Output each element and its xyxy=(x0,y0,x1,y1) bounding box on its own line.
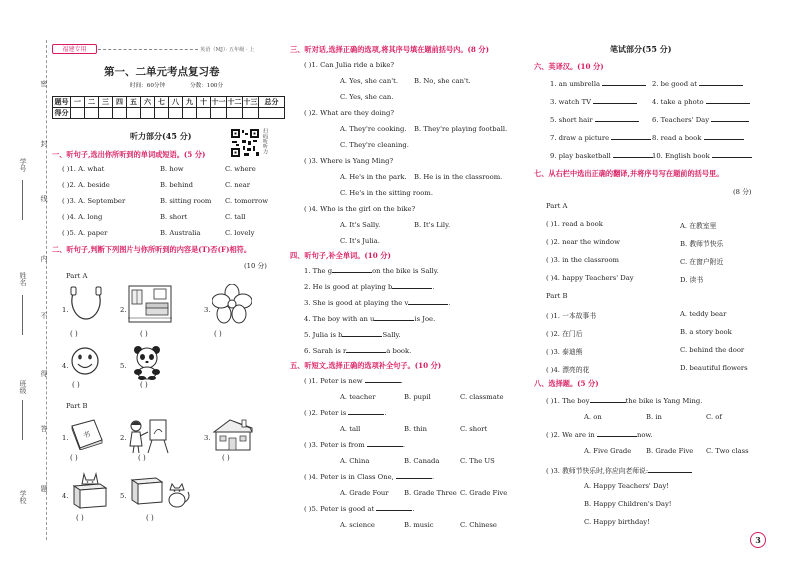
s4-blank[interactable] xyxy=(332,272,372,273)
s5-q1-b: B. pupil xyxy=(404,393,431,401)
book-icon xyxy=(68,418,106,450)
binding-label-id: 学号 xyxy=(19,158,27,172)
s7-a-o3: C. 在窗户附近 xyxy=(680,258,724,266)
s2-answer[interactable]: ( ) xyxy=(138,454,146,462)
s6-blank[interactable] xyxy=(595,121,639,122)
s4-item-3-post: . xyxy=(448,299,451,307)
s8-q1-text: ( )1. The boy xyxy=(546,397,590,405)
s6-item-text: 2. be good at xyxy=(652,80,698,88)
s4-item-5-pre: 5. Julia is b xyxy=(304,331,343,339)
s8-q1-post: the bike is Yang Ming. xyxy=(625,397,703,405)
time-label: 时间：60分钟 xyxy=(130,83,166,89)
s6-item xyxy=(550,80,646,88)
s3-q2-c: C. They're cleaning. xyxy=(340,141,409,149)
s1-q5-b: B. Australia xyxy=(160,229,201,237)
s6-item-text: 8. read a book xyxy=(652,134,702,142)
s8-q2-post: now. xyxy=(636,431,653,439)
s1-q2[interactable]: ( )2. A. beside xyxy=(62,181,110,189)
s5-q5-b: B. music xyxy=(404,521,434,529)
score-cell: 五 xyxy=(127,97,141,108)
s4-item-4 xyxy=(304,315,435,323)
s3-q1-a: A. Yes, she can't. xyxy=(340,77,399,85)
section-7-score: (8 分) xyxy=(733,188,752,196)
seal-char: 答 xyxy=(40,425,48,432)
s8-q2-text: ( )2. We are in xyxy=(546,431,595,439)
seal-char: 题 xyxy=(40,485,48,492)
seal-char: 得 xyxy=(40,370,48,377)
s4-item-1-post: on the bike is Sally. xyxy=(372,267,439,275)
s7-a-o4: D. 读书 xyxy=(680,276,704,284)
cat-in-box-icon xyxy=(70,470,110,510)
s2-answer[interactable]: ( ) xyxy=(140,381,148,389)
seal-char: 线 xyxy=(40,195,48,202)
s2-num: 4. xyxy=(62,362,69,370)
score-table-row-header xyxy=(53,97,285,108)
s6-item-text: 3. watch TV xyxy=(550,98,592,106)
s6-item-text: 5. short hair xyxy=(550,116,593,124)
s5-q5-text: ( )5. Peter is good at xyxy=(304,505,375,513)
s6-item-text: 4. take a photo xyxy=(652,98,704,106)
s2-answer[interactable]: ( ) xyxy=(140,330,148,338)
s2-num: 5. xyxy=(120,362,127,370)
s3-q1-b: B. No, she can't. xyxy=(414,77,471,85)
s3-q2-b: B. They're playing football. xyxy=(414,125,508,133)
s5-q1[interactable]: ( )1. Peter is new . xyxy=(304,377,403,385)
s5-blank[interactable] xyxy=(365,382,401,383)
score-input-cell[interactable] xyxy=(155,108,169,119)
s4-item-6-post: a book. xyxy=(386,347,412,355)
s6-item xyxy=(550,98,637,106)
s4-item-2-pre: 2. He is good at playing b xyxy=(304,283,393,291)
s4-item-5 xyxy=(304,331,401,339)
s5-q5-c: C. Chinese xyxy=(460,521,497,529)
seal-char: 不 xyxy=(40,312,48,319)
s5-q2-b: B. thin xyxy=(404,425,427,433)
score-cell: 二 xyxy=(85,97,99,108)
s3-q3-c: C. He's in the sitting room. xyxy=(340,189,433,197)
score-input-cell[interactable] xyxy=(71,108,85,119)
score-cell: 一 xyxy=(71,97,85,108)
s3-q1[interactable]: ( )1. Can Julia ride a bike? xyxy=(304,61,395,69)
s5-q2-c: C. short xyxy=(460,425,488,433)
score-cell: 七 xyxy=(155,97,169,108)
score-input-cell[interactable] xyxy=(85,108,99,119)
listening-heading: 听力部分(45 分) xyxy=(130,131,192,141)
s5-q3-a: A. China xyxy=(340,457,370,465)
s8-q3[interactable] xyxy=(546,465,692,475)
s5-blank[interactable] xyxy=(348,414,384,415)
s8-q1-a: A. on xyxy=(584,413,602,421)
section-5-title: 五、听短文,选择正确的选项补全句子。(10 分) xyxy=(290,361,442,370)
s7-b-q3[interactable]: ( )3. 泰迪熊 xyxy=(546,348,583,356)
s8-q3-a: A. Happy Teachers' Day! xyxy=(584,482,670,490)
qr-label: 扫码听听力 xyxy=(262,128,268,154)
s5-blank[interactable] xyxy=(367,446,403,447)
s8-q1-c: C. of xyxy=(706,413,722,421)
s2-answer[interactable]: ( ) xyxy=(222,454,230,462)
header-rule xyxy=(98,49,198,50)
s6-blank[interactable] xyxy=(706,103,750,104)
s3-q2-a: A. They're cooking. xyxy=(340,125,407,133)
s5-q2-a: A. tall xyxy=(340,425,361,433)
s4-item-6 xyxy=(304,347,411,355)
s4-item-2-post: . xyxy=(432,283,435,291)
score-input-cell[interactable] xyxy=(183,108,197,119)
section-2-score: (10 分) xyxy=(244,262,267,270)
s5-blank[interactable] xyxy=(396,478,432,479)
score-cell: 八 xyxy=(169,97,183,108)
s8-q2-c: C. Two class xyxy=(706,447,749,455)
s1-q3[interactable]: ( )3. A. September xyxy=(62,197,126,205)
s2-part-b: Part B xyxy=(66,402,88,410)
s5-q1-a: A. teacher xyxy=(340,393,376,401)
s2-num: 2. xyxy=(120,434,127,442)
section-7-title: 七、从右栏中选出正确的翻译,并将序号写在题前的括号里。 xyxy=(534,169,724,178)
s6-blank[interactable] xyxy=(704,139,744,140)
score-input-cell[interactable] xyxy=(113,108,127,119)
s6-item-text: 7. draw a picture xyxy=(550,134,610,142)
cat-beside-box-icon xyxy=(128,472,192,510)
s2-num: 2. xyxy=(120,306,127,314)
s6-blank[interactable] xyxy=(613,157,653,158)
page-title: 第一、二单元考点复习卷 xyxy=(104,66,220,78)
s2-answer[interactable]: ( ) xyxy=(146,514,154,522)
s6-blank[interactable] xyxy=(712,157,752,158)
s4-item-4-pre: 4. The boy with an u xyxy=(304,315,375,323)
s4-item-4-post: is Joe. xyxy=(414,315,436,323)
binding-label-name: 姓名 xyxy=(19,272,27,286)
s6-item xyxy=(652,134,744,142)
s2-answer[interactable]: ( ) xyxy=(76,514,84,522)
s4-blank[interactable] xyxy=(346,352,386,353)
s7-a-q2[interactable]: ( )2. near the window xyxy=(546,238,620,246)
s7-a-q4[interactable]: ( )4. happy Teachers' Day xyxy=(546,274,634,282)
score-table xyxy=(52,96,285,119)
s5-blank[interactable] xyxy=(376,510,412,511)
s4-item-2 xyxy=(304,283,435,291)
s3-q1-c: C. Yes, she can. xyxy=(340,93,394,101)
score-input-cell[interactable] xyxy=(259,108,285,119)
s4-blank[interactable] xyxy=(342,336,382,337)
s3-q4-b: B. It's Lily. xyxy=(414,221,451,229)
s5-q2[interactable]: ( )2. Peter is . xyxy=(304,409,387,417)
s6-item-text: 10. English book xyxy=(652,152,710,160)
s1-q1-b: B. how xyxy=(160,165,184,173)
s7-part-a: Part A xyxy=(546,202,568,210)
s2-num: 1. xyxy=(62,306,69,314)
s3-q2[interactable]: ( )2. What are they doing? xyxy=(304,109,395,117)
s2-num: 1. xyxy=(62,434,69,442)
s2-answer[interactable]: ( ) xyxy=(72,381,80,389)
s8-blank[interactable] xyxy=(648,472,692,473)
s3-q4[interactable]: ( )4. Who is the girl on the bike? xyxy=(304,205,416,213)
s6-blank[interactable] xyxy=(711,121,749,122)
score-cell: 得分 xyxy=(54,108,69,117)
s5-q5-a: A. science xyxy=(340,521,375,529)
s5-q3-b: B. Canada xyxy=(404,457,440,465)
score-cell: 九 xyxy=(183,97,197,108)
score-input-cell[interactable] xyxy=(99,108,113,119)
s2-num: 3. xyxy=(204,306,211,314)
s8-q3-text: ( )3. 教师节快乐时,你应向老师说: xyxy=(546,467,649,475)
s3-q4-c: C. It's Julia. xyxy=(340,237,380,245)
panda-icon xyxy=(130,344,164,380)
s6-item xyxy=(652,152,752,160)
flower-icon xyxy=(212,284,252,324)
section-4-title: 四、听句子,补全单词。(10 分) xyxy=(290,251,391,260)
s5-q1-c: C. classmate xyxy=(460,393,504,401)
s6-blank[interactable] xyxy=(699,85,743,86)
s5-q2-text: ( )2. Peter is xyxy=(304,409,347,417)
s8-q1-b: B. in xyxy=(646,413,662,421)
qr-code-icon[interactable] xyxy=(230,128,260,158)
score-input-cell[interactable] xyxy=(211,108,227,119)
s7-a-o2: B. 教师节快乐 xyxy=(680,240,724,248)
smiley-face-icon xyxy=(70,346,100,376)
page-number: 3 xyxy=(750,532,766,548)
s6-item-text: 1. an umbrella xyxy=(550,80,601,88)
s3-q4-a: A. It's Sally. xyxy=(340,221,381,229)
s1-q3-c: C. tomorrow xyxy=(225,197,269,205)
s6-item xyxy=(550,134,651,142)
seal-char: 封 xyxy=(40,140,48,147)
s1-q1-c: C. where xyxy=(225,165,256,173)
s6-item-text: 9. play basketball xyxy=(550,152,611,160)
score-cell: 十二 xyxy=(227,97,242,106)
s6-item xyxy=(550,152,653,160)
s7-b-q2[interactable]: ( )2. 在门后 xyxy=(546,330,583,338)
s6-blank[interactable] xyxy=(602,85,646,86)
s1-q5[interactable]: ( )5. A. paper xyxy=(62,229,108,237)
s2-answer[interactable]: ( ) xyxy=(70,454,78,462)
s1-q4-c: C. tall xyxy=(225,213,246,221)
s8-q2[interactable] xyxy=(546,431,653,439)
s5-q3-c: C. The US xyxy=(460,457,495,465)
s4-item-1 xyxy=(304,267,439,275)
binding-label-school: 学校 xyxy=(19,490,27,504)
s5-q4-text: ( )4. Peter is in Class One, xyxy=(304,473,394,481)
score-input-cell[interactable] xyxy=(169,108,183,119)
s8-q3-c: C. Happy birthday! xyxy=(584,518,650,526)
s2-answer[interactable]: ( ) xyxy=(70,330,78,338)
score-input-cell[interactable] xyxy=(227,108,243,119)
s1-q4-b: B. short xyxy=(160,213,188,221)
section-2-title: 二、听句子,判断下列图片与你所听到的内容是(T)否(F)相符。 xyxy=(52,245,252,254)
s4-item-5-post: Sally. xyxy=(382,331,401,339)
s6-item xyxy=(652,98,750,106)
score-input-cell[interactable] xyxy=(141,108,155,119)
skipping-rope-icon xyxy=(68,285,104,323)
s2-part-a: Part A xyxy=(66,272,88,280)
s2-num: 4. xyxy=(62,492,69,500)
s7-b-o3: C. behind the door xyxy=(680,346,745,354)
section-3-title: 三、听对话,选择正确的选项,将其序号填在题前括号内。(8 分) xyxy=(290,45,489,54)
s4-blank[interactable] xyxy=(392,288,432,289)
s7-b-o2: B. a story book xyxy=(680,328,732,336)
s1-q2-b: B. behind xyxy=(160,181,193,189)
score-table-row-score xyxy=(53,108,285,119)
s8-blank[interactable] xyxy=(590,402,626,403)
s4-item-6-pre: 6. Sarah is r xyxy=(304,347,347,355)
s7-b-q4[interactable]: ( )4. 漂亮的花 xyxy=(546,366,590,374)
s4-item-3-pre: 3. She is good at playing the v xyxy=(304,299,409,307)
section-8-title: 八、选择题。(5 分) xyxy=(534,379,599,388)
s7-b-o4: D. beautiful flowers xyxy=(680,364,748,372)
binding-label-class: 班级 xyxy=(19,380,27,394)
s1-q4[interactable]: ( )4. A. long xyxy=(62,213,103,221)
score-cell: 十一 xyxy=(211,97,226,106)
s6-item xyxy=(652,116,749,124)
s4-item-3 xyxy=(304,299,450,307)
s2-num: 3. xyxy=(204,434,211,442)
house-icon xyxy=(210,416,256,452)
s7-b-q1[interactable]: ( )1. 一本故事书 xyxy=(546,312,597,320)
girl-painting-icon xyxy=(126,416,172,454)
s8-blank[interactable] xyxy=(597,436,637,437)
score-cell: 总分 xyxy=(259,97,285,108)
s7-a-q1[interactable]: ( )1. read a book xyxy=(546,220,603,228)
section-6-title: 六、英译汉。(10 分) xyxy=(534,62,604,71)
s3-q3-b: B. He is in the classroom. xyxy=(414,173,503,181)
score-cell: 题号 xyxy=(54,97,69,106)
s6-blank[interactable] xyxy=(611,139,651,140)
section-1-title: 一、听句子,选出你所听到的单词或短语。(5 分) xyxy=(52,150,206,159)
svg-text:书: 书 xyxy=(82,430,92,440)
s5-q4-b: B. Grade Three xyxy=(404,489,457,497)
s1-q3-b: B. sitting room xyxy=(160,197,212,205)
score-input-cell[interactable] xyxy=(197,108,211,119)
score-cell: 六 xyxy=(141,97,155,108)
s5-q5[interactable]: ( )5. Peter is good at . xyxy=(304,505,415,513)
s5-q1-text: ( )1. Peter is new xyxy=(304,377,363,385)
score-input-cell[interactable] xyxy=(243,108,259,119)
s6-blank[interactable] xyxy=(593,103,637,104)
s5-q3[interactable]: ( )3. Peter is from . xyxy=(304,441,406,449)
s7-a-o1: A. 在教室里 xyxy=(680,222,717,230)
grade-label: 英语（MJ）· 五年级 · 上 xyxy=(200,47,255,53)
seal-char: 内 xyxy=(40,255,48,262)
s4-item-1-pre: 1. The g xyxy=(304,267,333,275)
s5-q4-a: A. Grade Four xyxy=(340,489,389,497)
s8-q2-a: A. Five Grade xyxy=(584,447,632,455)
s4-blank[interactable] xyxy=(374,320,414,321)
s8-q3-b: B. Happy Children's Day! xyxy=(584,500,672,508)
s1-q2-c: C. near xyxy=(225,181,250,189)
s1-q1[interactable]: ( )1. A. what xyxy=(62,165,105,173)
s8-q1[interactable] xyxy=(546,397,702,405)
s3-q3[interactable]: ( )3. Where is Yang Ming? xyxy=(304,157,394,165)
s7-part-b: Part B xyxy=(546,292,568,300)
s6-item-text: 6. Teachers' Day xyxy=(652,116,710,124)
score-cell: 四 xyxy=(113,97,127,108)
s5-q4[interactable]: ( )4. Peter is in Class One, . xyxy=(304,473,435,481)
score-cell: 十 xyxy=(197,97,211,108)
brand-tag: 福建专用 xyxy=(52,44,97,54)
s6-item xyxy=(550,116,639,124)
s4-blank[interactable] xyxy=(408,304,448,305)
score-cell: 十三 xyxy=(243,97,258,106)
written-heading: 笔试部分(55 分) xyxy=(610,44,672,54)
s2-answer[interactable]: ( ) xyxy=(214,330,222,338)
s1-q5-c: C. lovely xyxy=(225,229,255,237)
s8-q2-b: B. Grade Five xyxy=(646,447,694,455)
score-label: 分数：100分 xyxy=(190,83,224,89)
s6-item xyxy=(652,80,743,88)
score-input-cell[interactable] xyxy=(127,108,141,119)
s5-q4-c: C. Grade Five xyxy=(460,489,508,497)
s5-q3-text: ( )3. Peter is from xyxy=(304,441,365,449)
seal-char: 密 xyxy=(40,80,48,87)
s7-b-o1: A. teddy bear xyxy=(680,310,727,318)
s7-a-q3[interactable]: ( )3. in the classroom xyxy=(546,256,620,264)
living-room-icon xyxy=(128,285,172,323)
s3-q3-a: A. He's in the park. xyxy=(340,173,407,181)
score-cell: 三 xyxy=(99,97,113,108)
s2-num: 5. xyxy=(120,492,127,500)
